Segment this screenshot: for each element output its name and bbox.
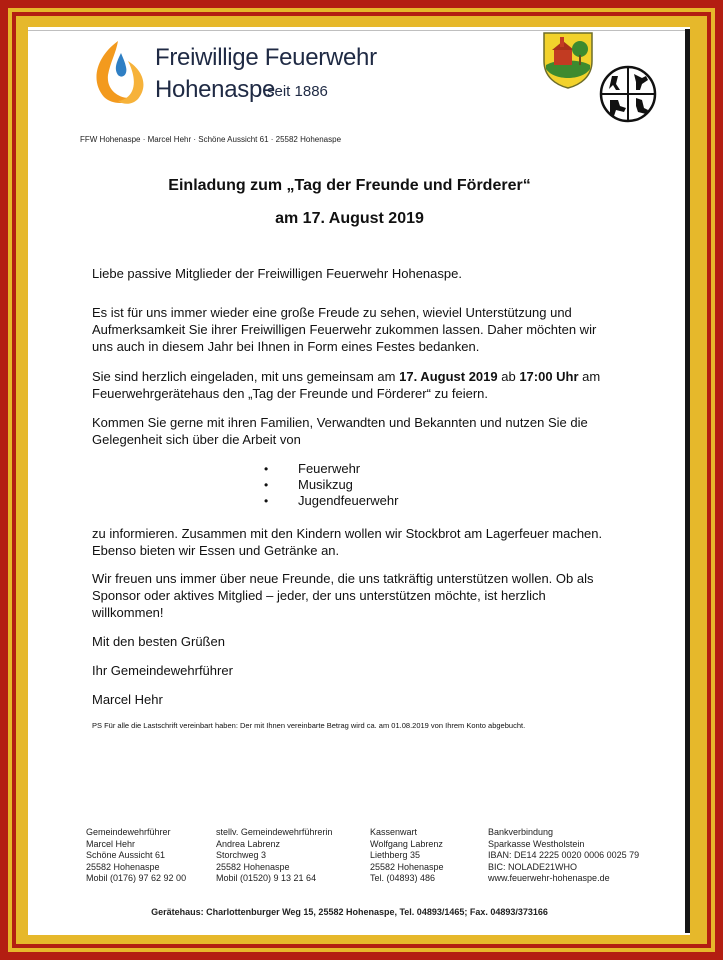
paragraph-thanks: Es ist für uns immer wieder eine große Freude zu sehen, wieviel Unterstützung und Aufmerksamkeit Sie ihrer Freiwilligen Feuerwehr zukommen lassen. Daher möchten wir uns auch in diesem Jahr bei Ihnen in Form eines Festes bedanken. <box>92 305 597 354</box>
paragraph-invitation: Sie sind herzlich eingeladen, mit uns gemeinsam am 17. August 2019 ab 17:00 Uhr am Feuerwehrgerätehaus den „Tag der Freunde und Förderer“ zu feiern. <box>92 369 601 401</box>
list-item: • Jugendfeuerwehr <box>264 493 399 508</box>
closing: Mit den besten Grüßen <box>92 634 225 649</box>
greeting: Liebe passive Mitglieder der Freiwilligen Feuerwehr Hohenaspe. <box>92 266 462 281</box>
signer-role: Ihr Gemeindewehrführer <box>92 663 233 678</box>
paragraph-inform: zu informieren. Zusammen mit den Kindern wollen wir Stockbrot am Lagerfeuer machen. Ebenso bieten wir Essen und Getränke an. <box>92 526 603 558</box>
bullet-icon: • <box>264 478 269 492</box>
footer-treasurer: Kassenwart Wolfgang Labrenz Liethberg 35 25582 Hohenaspe Tel. (04893) 486 <box>370 827 444 883</box>
invitation-date: am 17. August 2019 <box>275 210 424 227</box>
fire-brigade-logo-icon <box>88 35 152 107</box>
paragraph-families: Kommen Sie gerne mit ihren Familien, Verwandten und Bekannten und nutzen Sie die Gelegenheit sich über die Arbeit von <box>92 415 588 447</box>
logo-since: seit 1886 <box>267 83 328 100</box>
firefighter-emblem-icon <box>598 64 658 124</box>
event-date: 17. August 2019 <box>399 369 498 384</box>
list-item: • Musikzug <box>264 477 353 492</box>
bullet-icon: • <box>264 494 269 508</box>
right-edge-bar <box>685 29 690 933</box>
website-link[interactable]: www.feuerwehr-hohenaspe.de <box>488 873 610 883</box>
bullet-list <box>264 461 398 509</box>
footer-bank: Bankverbindung Sparkasse Westholstein IBAN: DE14 2225 0020 0006 0025 79 BIC: NOLADE21WHO www.feuerwehr-hohenaspe.de <box>488 827 640 883</box>
invitation-title: Einladung zum „Tag der Freunde und Förderer“ <box>168 177 531 194</box>
municipal-crest-icon <box>542 31 594 89</box>
paragraph-new-friends: Wir freuen uns immer über neue Freunde, die uns tatkräftig unterstützen wollen. Ob als Sponsor oder aktives Mitglied – jeder, der uns unterstützen möchte, ist herzlich willkommen! <box>92 571 594 620</box>
footer-chief: Gemeindewehrführer Marcel Hehr Schöne Aussicht 61 25582 Hohenaspe Mobil (0176) 97 62 92 00 <box>86 827 187 883</box>
garage-address: Gerätehaus: Charlottenburger Weg 15, 25582 Hohenaspe, Tel. 04893/1465; Fax. 04893/373166 <box>151 907 548 917</box>
list-item: • Feuerwehr <box>264 461 361 476</box>
letter-page <box>28 27 690 935</box>
footer-deputy: stellv. Gemeindewehrführerin Andrea Labrenz Storchweg 3 25582 Hohenaspe Mobil (01520) 9 13 21 64 <box>216 827 333 883</box>
signature: Marcel Hehr <box>92 692 163 707</box>
bullet-icon: • <box>264 462 269 476</box>
sender-address-line: FFW Hohenaspe · Marcel Hehr · Schöne Aussicht 61 · 25582 Hohenaspe <box>80 135 342 144</box>
event-time: 17:00 Uhr <box>519 369 579 384</box>
logo-title-line2: Hohenaspe <box>155 76 276 103</box>
postscript: PS Für alle die Lastschrift vereinbart haben: Der mit Ihnen vereinbarte Betrag wird ca. am 01.08.2019 von Ihrem Konto abgebucht. <box>92 721 526 730</box>
logo-title-line1: Freiwillige Feuerwehr <box>155 44 377 71</box>
